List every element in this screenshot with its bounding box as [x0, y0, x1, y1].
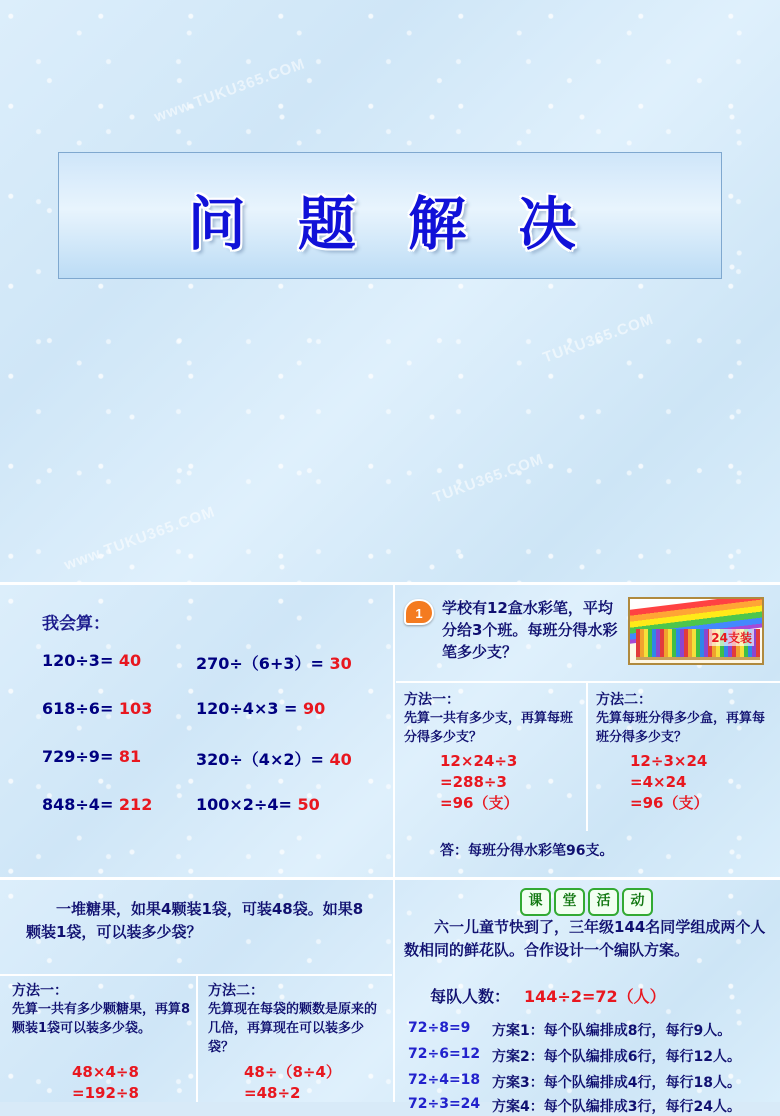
plan-description: 方案2：每个队编排成6行，每行12人。	[492, 1049, 741, 1065]
problem-statement: 学校有12盒水彩笔，平均分给3个班。每班分得水彩笔多少支？	[442, 599, 618, 661]
question-number-badge: 1	[404, 599, 434, 625]
section-heading: 我会算：	[42, 614, 110, 634]
panel-divider-vertical	[393, 585, 395, 880]
per-team-line	[430, 984, 666, 1007]
method-one-calculation: 48×4÷8 =192÷8	[72, 1063, 139, 1102]
plan-equation: 72÷3=24	[408, 1096, 481, 1112]
plan-description: 方案1：每个队编排成8行，每行9人。	[492, 1023, 732, 1039]
method-two-heading: 方法二：	[596, 692, 652, 708]
watermark: TUKU365.COM	[430, 450, 547, 507]
calc-item: 729÷9= 81	[42, 747, 142, 766]
method-one-calculation: 12×24÷3 =288÷3 =96（支）	[440, 752, 519, 812]
slide-practice	[0, 880, 780, 1115]
activity-char: 堂	[554, 888, 585, 916]
plan-equation: 72÷6=12	[408, 1046, 481, 1062]
watermark: TUKU365.COM	[540, 310, 657, 367]
calc-item: 848÷4= 212	[42, 795, 153, 814]
calc-item: 320÷（4×2）= 40	[196, 750, 352, 769]
title-box	[58, 152, 722, 279]
method-two-description: 先算现在每袋的颗数是原来的几倍，再算现在可以装多少袋？	[208, 1002, 378, 1055]
calc-item: 618÷6= 103	[42, 699, 153, 718]
per-team-label: 每队人数：	[430, 987, 511, 1006]
watermark: www.TUKU365.COM	[61, 503, 218, 574]
activity-char: 动	[622, 888, 653, 916]
classroom-activity-badge	[520, 888, 653, 916]
method-one-heading: 方法一：	[12, 983, 68, 999]
candy-problem-statement: 一堆糖果，如果4颗装1袋，可装48袋。如果8颗装1袋，可以装多少袋？	[26, 900, 364, 941]
per-team-value: 144÷2=72（人）	[524, 987, 666, 1006]
plan-description: 方案3：每个队编排成4行，每行18人。	[492, 1075, 741, 1091]
plan-equation: 72÷4=18	[408, 1072, 481, 1088]
slide-calculations	[0, 585, 780, 880]
calc-item: 120÷4×3 = 90	[196, 699, 326, 718]
method-one-description: 先算一共有多少支，再算每班分得多少支？	[404, 711, 574, 745]
flower-team-problem: 六一儿童节快到了，三年级144名同学组成两个人数相同的鲜花队。合作设计一个编队方案。	[404, 918, 766, 959]
watercolor-pen-image	[628, 597, 764, 665]
panel-divider-horizontal	[396, 681, 780, 683]
method-one-heading: 方法一：	[404, 692, 460, 708]
activity-char: 课	[520, 888, 551, 916]
plan-description: 方案4：每个队编排成3行，每行24人。	[492, 1099, 741, 1115]
method-divider-vertical	[196, 974, 198, 1102]
method-two-calculation: 48÷（8÷4） =48÷2	[244, 1063, 341, 1102]
method-two-calculation: 12÷3×24 =4×24 =96（支）	[630, 752, 709, 812]
method-two-heading: 方法二：	[208, 983, 264, 999]
method-two-description: 先算每班分得多少盒，再算每班分得多少支？	[596, 711, 766, 745]
calc-item: 120÷3= 40	[42, 651, 142, 670]
panel-divider-vertical	[393, 880, 395, 1102]
activity-char: 活	[588, 888, 619, 916]
watermark: www.TUKU365.COM	[151, 55, 308, 126]
calc-item: 100×2÷4= 50	[196, 795, 320, 814]
pen-count-label: 24支装	[711, 631, 752, 645]
page-title: 问 题 解 决	[187, 190, 593, 258]
plan-equation: 72÷8=9	[408, 1020, 471, 1036]
method-one-description: 先算一共有多少颗糖果，再算8颗装1袋可以装多少袋。	[12, 1002, 191, 1036]
method-divider-vertical	[586, 681, 588, 831]
calc-item: 270÷（6+3）= 30	[196, 654, 352, 673]
answer-statement: 答：每班分得水彩笔96支。	[440, 843, 614, 859]
